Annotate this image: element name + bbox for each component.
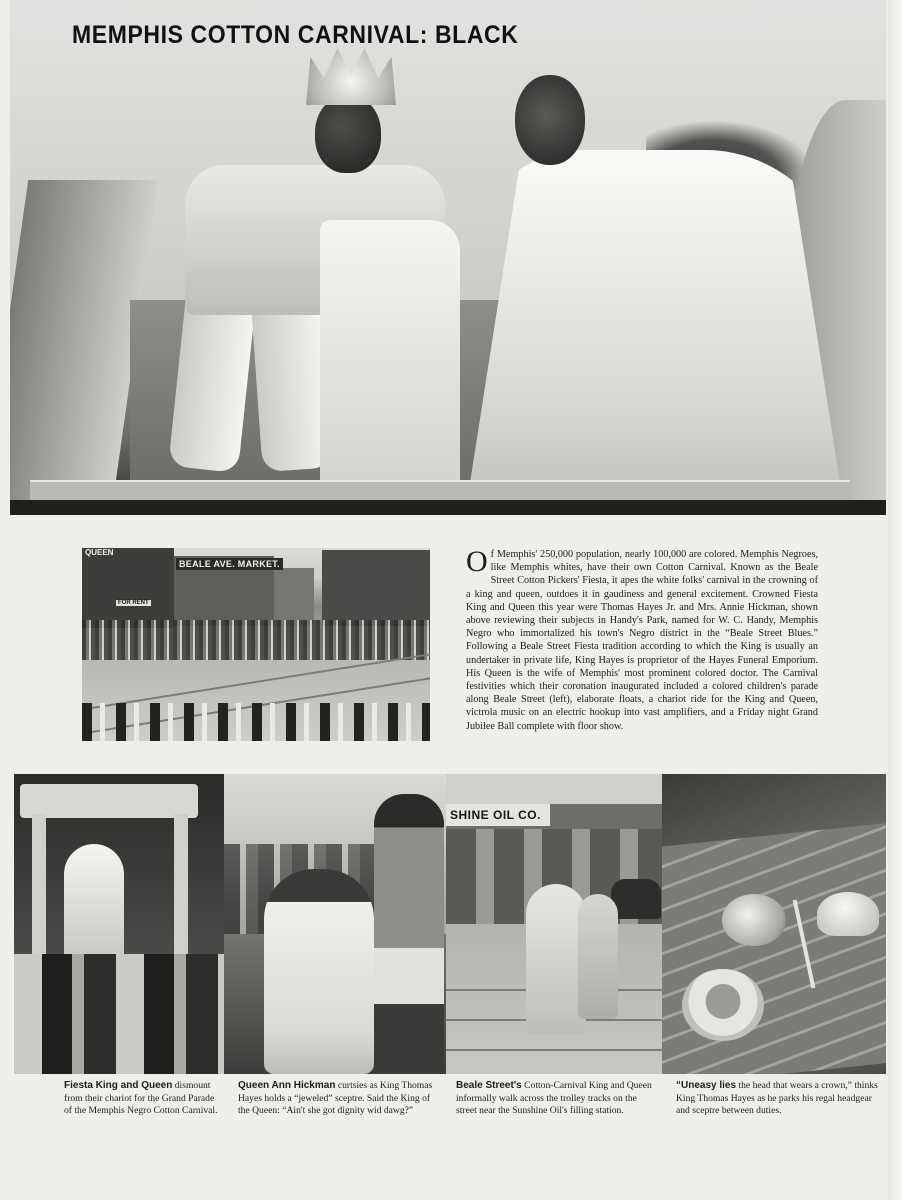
building	[322, 550, 430, 626]
straw-hat-icon	[682, 969, 764, 1041]
queen-figure	[578, 894, 618, 1019]
caption-text: dismount from their chariot for the Grand Parade of the Memphis Negro Cotton Carnival.	[64, 1080, 218, 1117]
trolley-track	[446, 1049, 662, 1051]
king-head	[315, 95, 381, 173]
caption-text: curtsies as King Thomas Hayes holds a “jeweled” sceptre. Said the King of the Queen: “Ain't she got dignity wid dawg?”	[238, 1080, 433, 1117]
caption-lead: Fiesta King and Queen	[64, 1080, 173, 1091]
market-sign: BEALE AVE. MARKET.	[176, 558, 283, 570]
article-text: f Memphis' 250,000 population, nearly 100,000 are colored. Memphis Negroes, like Memphis whites, have their own Cotton Carnival. Known as the Beale Street Cotton Pickers' Fiesta, it apes the white folks' carnival in the crowning of a king and queen, outdoes it in gaudiness and general excitement. Crowned Fiesta King and Queen this year were Thomas Hayes Jr. and Mrs. Annie Hickman, shown above reviewing their subjects in Handy's Park, named for W. C. Handy, Memphis Negro who immortalized his town's Negro district in the “Beale Street Blues.” Following a Beale Street Fiesta tradition according to which the King is usually an undertaker in private life, King Hayes is proprietor of the Hayes Funeral Emporium. His Queen is the wife of Memphis' most prominent colored doctor. The Carnival festivities which their coronation inaugurated included a colored children's parade along Beale Street (left), elaborate floats, a chariot ride for the King and Queen, victrola music on an electric hookup into vast amplifiers, and a Friday night Grand Jubilee Ball complete with floor show.	[466, 549, 818, 732]
building	[82, 548, 174, 628]
article-body	[466, 545, 818, 733]
caption-lead: “Uneasy lies	[676, 1080, 737, 1091]
queen-gown	[465, 150, 845, 515]
hero-photo-king-and-queen	[10, 0, 886, 515]
caption-text: Cotton-Carnival King and Queen informally walk across the trolley tracks on the street near the Sunshine Oil's filling station.	[456, 1080, 652, 1117]
caption-crown	[676, 1080, 882, 1118]
street-parade-photo	[82, 548, 430, 741]
chariot-canopy	[20, 784, 198, 818]
caption-text: the head that wears a crown,” thinks King Thomas Hayes as he parks his regal headgear and sceptre between duties.	[676, 1080, 878, 1117]
caption-curtsy	[238, 1080, 438, 1118]
photo-queen-curtsy	[224, 774, 446, 1074]
chariot-pillar	[32, 814, 46, 964]
photo-crown-and-sceptre	[662, 774, 886, 1074]
chariot-pillar	[174, 814, 188, 964]
crowd	[82, 620, 430, 660]
parked-car	[611, 879, 661, 919]
king-cape	[320, 220, 460, 480]
platform-shadow	[10, 500, 886, 515]
building	[274, 568, 314, 626]
pith-helmet-icon	[817, 892, 879, 936]
king-figure	[374, 794, 444, 1074]
oil-company-sign: SHINE OIL CO.	[446, 804, 550, 826]
wooden-table	[662, 821, 886, 1074]
crowd-men	[14, 954, 224, 1074]
king-figure	[526, 884, 586, 1034]
queen-head	[515, 75, 585, 165]
children-on-bicycles	[82, 703, 430, 741]
photo-trolley-tracks	[446, 774, 662, 1074]
caption-chariot	[64, 1080, 224, 1118]
store-sign: QUEEN	[85, 548, 114, 557]
page-title: MEMPHIS COTTON CARNIVAL: BLACK	[72, 20, 519, 49]
crown-icon	[722, 894, 786, 946]
caption-lead: Queen Ann Hickman	[238, 1080, 336, 1091]
for-rent-sign: FOR RENT	[118, 600, 149, 606]
drop-cap: O	[466, 545, 488, 578]
caption-trolley	[456, 1080, 658, 1118]
queen-figure	[264, 869, 374, 1074]
photo-chariot-dismount	[14, 774, 224, 1074]
caption-lead: Beale Street's	[456, 1080, 522, 1091]
